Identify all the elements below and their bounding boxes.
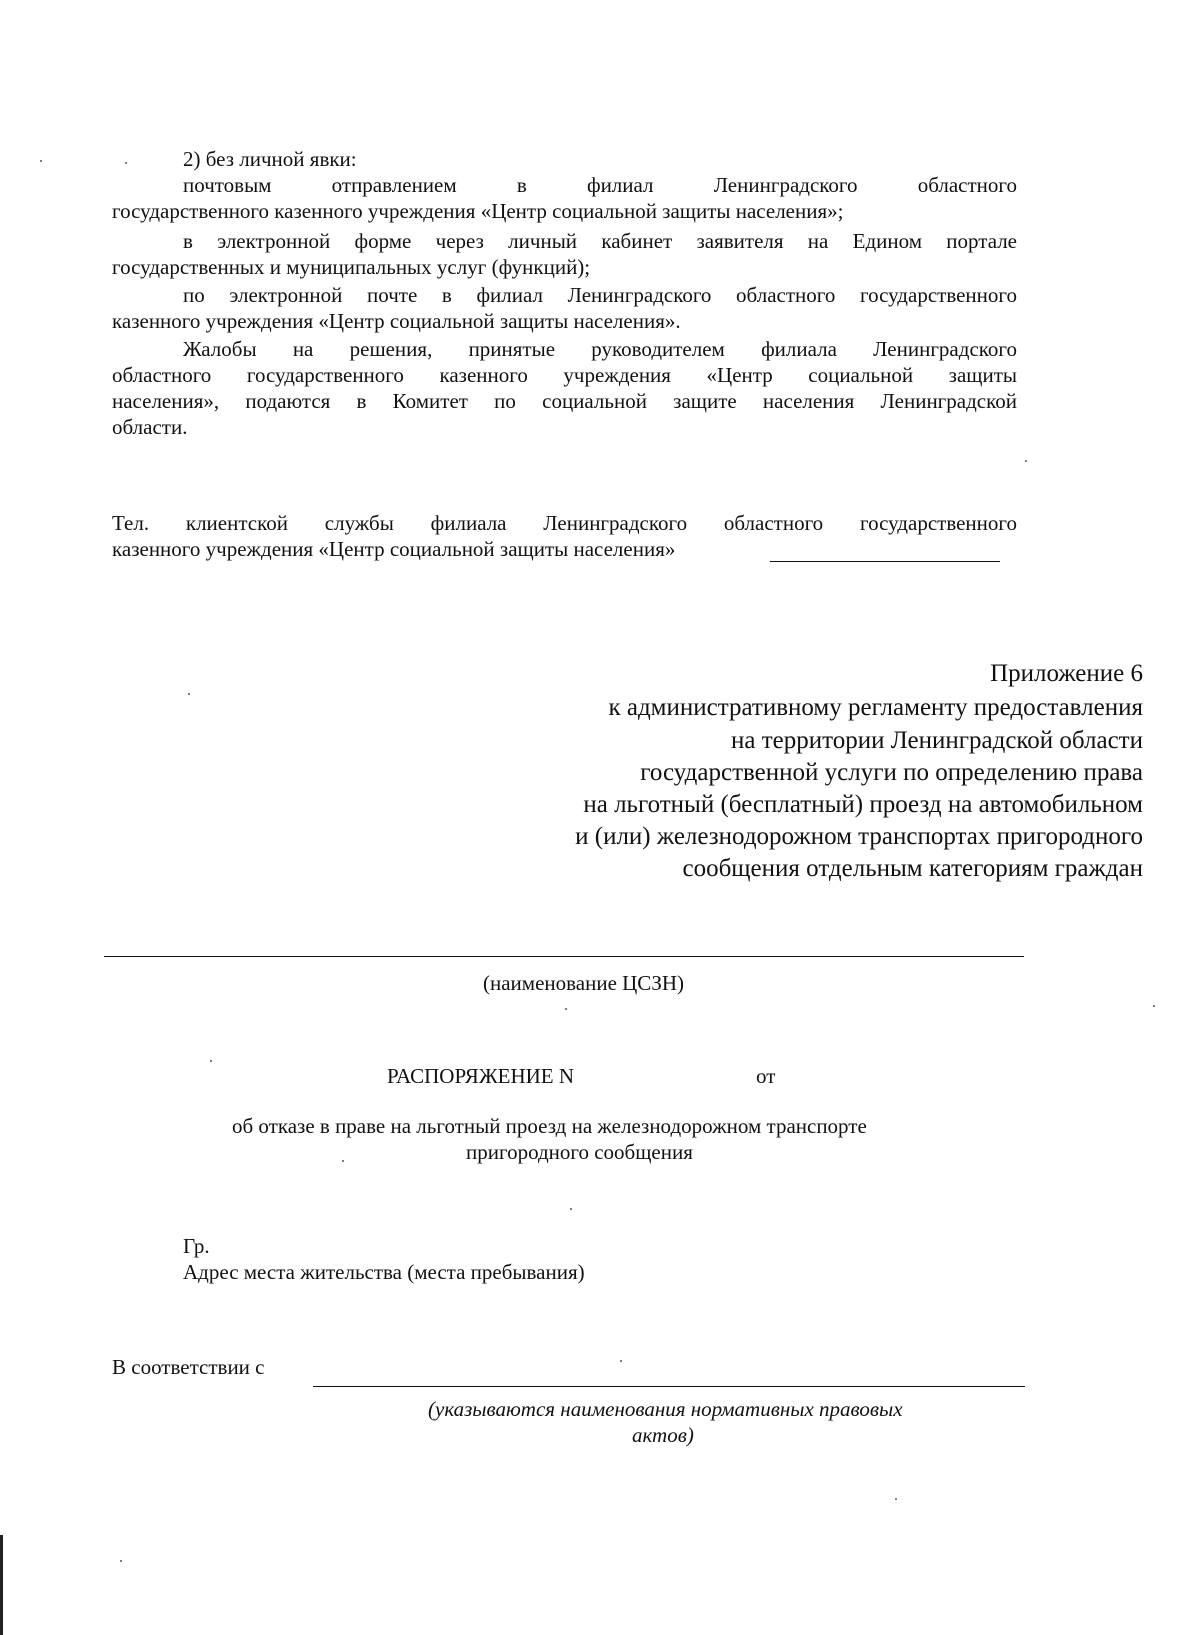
email-line-2: казенного учреждения «Центр социальной защиты населения». bbox=[112, 309, 681, 333]
complaints-line-1: Жалобы на решения, принятые руководителем филиала Ленинградского bbox=[183, 337, 1017, 361]
appendix-line-5: и (или) железнодорожном транспортах пригородного bbox=[575, 823, 1143, 850]
scan-speck bbox=[120, 1560, 122, 1562]
appendix-line-1: к административному регламенту предоставления bbox=[608, 694, 1143, 721]
accordance-label: В соответствии с bbox=[112, 1355, 265, 1379]
scan-speck bbox=[1153, 1005, 1155, 1007]
complaints-line-2: областного государственного казенного учреждения «Центр социальной защиты bbox=[112, 363, 1017, 387]
post-line-2: государственного казенного учреждения «Центр социальной защиты населения»; bbox=[112, 199, 844, 223]
order-title: РАСПОРЯЖЕНИЕ N bbox=[387, 1064, 575, 1088]
acts-caption-line-1: (указываются наименования нормативных правовых bbox=[428, 1397, 903, 1421]
acts-blank-line bbox=[313, 1386, 1025, 1387]
email-line-1: по электронной почте в филиал Ленинградского областного государственного bbox=[183, 283, 1017, 307]
phone-line-2: казенного учреждения «Центр социальной защиты населения» bbox=[112, 537, 676, 561]
scan-speck bbox=[342, 1160, 344, 1162]
scan-speck bbox=[40, 160, 42, 162]
appendix-line-4: на льготный (бесплатный) проезд на автомобильном bbox=[583, 791, 1143, 818]
electronic-line-2: государственных и муниципальных услуг (функций); bbox=[112, 255, 591, 279]
scan-speck bbox=[565, 1008, 567, 1010]
complaints-line-4: области. bbox=[112, 415, 188, 439]
subject-line-1: об отказе в праве на льготный проезд на железнодорожном транспорте bbox=[232, 1114, 867, 1138]
appendix-line-3: государственной услуги по определению права bbox=[640, 759, 1143, 786]
item-2-title: 2) без личной явки: bbox=[183, 147, 357, 171]
org-caption: (наименование ЦСЗН) bbox=[483, 971, 684, 995]
phone-blank-line bbox=[770, 561, 1000, 562]
address-label: Адрес места жительства (места пребывания) bbox=[183, 1260, 585, 1284]
appendix-title: Приложение 6 bbox=[990, 660, 1143, 687]
scan-speck bbox=[188, 693, 190, 695]
appendix-line-2: на территории Ленинградской области bbox=[731, 727, 1143, 754]
complaints-line-3: населения», подаются в Комитет по социальной защите населения Ленинградской bbox=[112, 389, 1017, 413]
scan-speck bbox=[620, 1360, 622, 1362]
scan-speck bbox=[125, 162, 127, 164]
scan-speck bbox=[210, 1060, 212, 1062]
scan-speck bbox=[570, 1208, 572, 1210]
citizen-label: Гр. bbox=[183, 1234, 210, 1258]
org-name-line bbox=[104, 956, 1024, 957]
subject-line-2: пригородного сообщения bbox=[466, 1140, 693, 1164]
post-line-1: почтовым отправлением в филиал Ленинградского областного bbox=[183, 173, 1017, 197]
phone-line-1: Тел. клиентской службы филиала Ленинградского областного государственного bbox=[112, 511, 1017, 535]
scan-speck bbox=[895, 1498, 897, 1500]
scan-edge-mark bbox=[0, 1535, 3, 1635]
electronic-line-1: в электронной форме через личный кабинет заявителя на Едином портале bbox=[183, 229, 1017, 253]
scan-speck bbox=[1025, 460, 1027, 462]
acts-caption-line-2: актов) bbox=[632, 1423, 694, 1447]
appendix-line-6: сообщения отдельным категориям граждан bbox=[682, 855, 1143, 882]
order-from: от bbox=[756, 1064, 776, 1088]
